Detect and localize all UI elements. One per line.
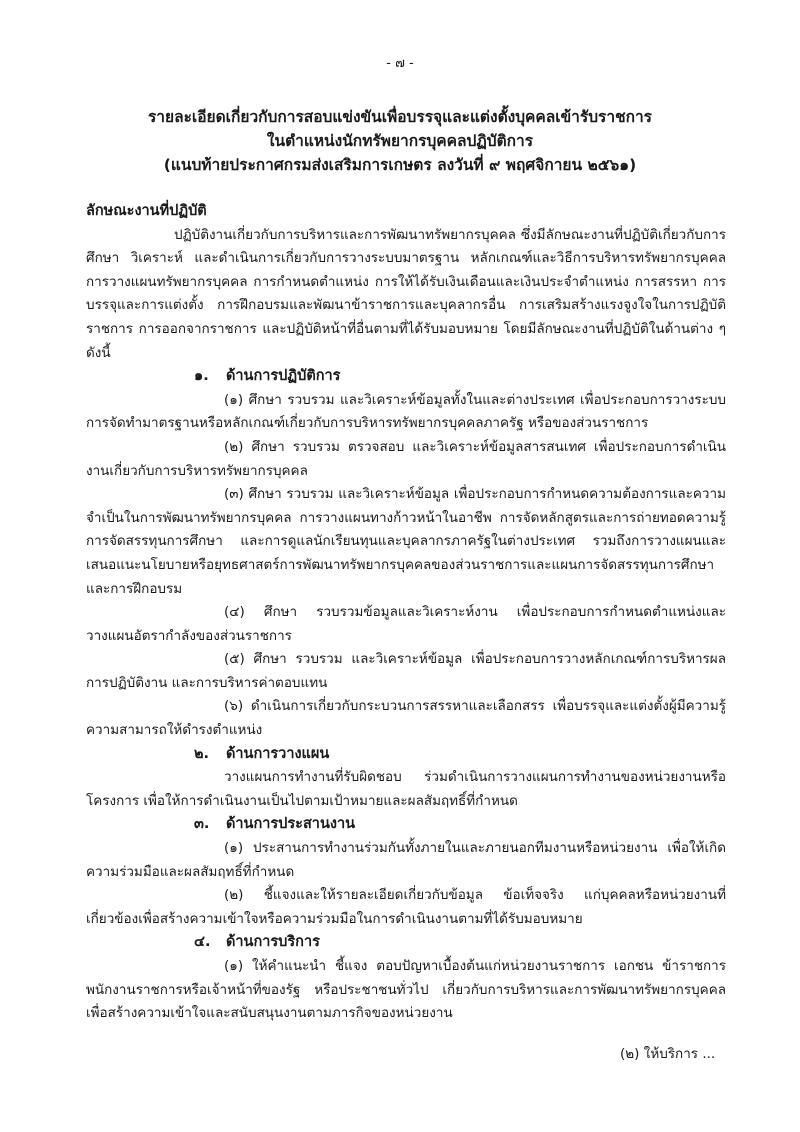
area-heading: [86, 813, 726, 837]
continuation-marker: (๒) ให้บริการ ...: [620, 1046, 716, 1062]
area-number: ๑.: [194, 368, 209, 385]
list-item: (๑) ประสานการทำงานร่วมกันทั้งภายในและภายนอกทีมงานหรือหน่วยงาน เพื่อให้เกิดความร่วมมือและผลสัมฤทธิ์ที่กำหนด: [86, 840, 726, 880]
area-heading: [86, 931, 726, 955]
section-heading: ลักษณะงานที่ปฏิบัติ: [86, 203, 207, 219]
area-planning: [86, 743, 726, 814]
list-item: (๑) ให้คำแนะนำ ชี้แจง ตอบปัญหาเบื้องต้นแก่หน่วยงานราชการ เอกชน ข้าราชการพนักงานราชการหรือเจ้าหน้าที่ของรัฐ หรือประชาชนทั่วไป เกี่ยวกับการบริหารและการพัฒนาทรัพยากรบุคคลเพื่อสร้างความเข้าใจและสนับสนุนงานตามภารกิจของหน่วยงาน: [86, 958, 726, 1022]
area-number: ๒.: [194, 745, 210, 762]
intro-paragraph: ปฏิบัติงานเกี่ยวกับการบริหารและการพัฒนาทรัพยากรบุคคล ซึ่งมีลักษณะงานที่ปฏิบัติเกี่ยวกับการศึกษา วิเคราะห์ และดำเนินการเกี่ยวกับการวางระบบมาตรฐาน หลักเกณฑ์และวิธีการบริหารทรัพยากรบุคคล การวางแผนทรัพยากรบุคคล การกำหนดตำแหน่ง การให้ได้รับเงินเดือนและเงินประจำตำแหน่ง การสรรหา การบรรจุและการแต่งตั้ง การฝึกอบรมและพัฒนาข้าราชการและบุคลากรอื่น การเสริมสร้างแรงจูงใจในการปฏิบัติราชการ การออกจากราชการ และปฏิบัติหน้าที่อื่นตามที่ได้รับมอบหมาย โดยมีลักษณะงานที่ปฏิบัติในด้านต่าง ๆ ดังนี้: [86, 226, 726, 361]
list-item: (๖) ดำเนินการเกี่ยวกับกระบวนการสรรหาและเลือกสรร เพื่อบรรจุและแต่งตั้งผู้มีความรู้ความสามารถให้ดำรงตำแหน่ง: [86, 698, 726, 739]
area-title: ด้านการบริการ: [226, 934, 320, 951]
area-number: ๔.: [194, 934, 211, 951]
list-item: (๓) ศึกษา รวบรวม และวิเคราะห์ข้อมูล เพื่อประกอบการกำหนดความต้องการและความจำเป็นในการพัฒนาทรัพยากรบุคคล การวางแผนทางก้าวหน้าในอาชีพ การจัดหลักสูตรและการถ่ายทอดความรู้ การจัดสรรทุนการศึกษา และการดูแลนักเรียนทุนและบุคลากรภาครัฐในต่างประเทศ รวมถึงการวางแผนและเสนอแนะนโยบายหรือยุทธศาสตร์การพัฒนาทรัพยากรบุคคลของส่วนราชการและแผนการจัดสรรทุนการศึกษาและการฝึกอบรม: [86, 486, 726, 597]
page-number: - ๗ -: [386, 56, 414, 71]
title-line-2: ในตำแหน่งนักทรัพยากรบุคคลปฏิบัติการ: [266, 132, 534, 150]
document-body: [86, 200, 726, 1026]
area-service: [86, 931, 726, 1025]
area-title: ด้านการวางแผน: [226, 745, 330, 762]
title-line-1: รายละเอียดเกี่ยวกับการสอบแข่งขันเพื่อบรรจุและแต่งตั้งบุคคลเข้ารับราชการ: [147, 108, 652, 126]
area-heading: [86, 743, 726, 767]
list-item: (๒) ศึกษา รวบรวม ตรวจสอบ และวิเคราะห์ข้อมูลสารสนเทศ เพื่อประกอบการดำเนินงานเกี่ยวกับการบริหารทรัพยากรบุคคล: [86, 438, 726, 479]
list-item: (๕) ศึกษา รวบรวม และวิเคราะห์ข้อมูล เพื่อประกอบการวางหลักเกณฑ์การบริหารผลการปฏิบัติงาน และการบริหารค่าตอบแทน: [86, 651, 726, 691]
area-coordination: [86, 813, 726, 931]
area-operations: [86, 365, 726, 743]
area-number: ๓.: [194, 816, 210, 833]
list-item: วางแผนการทำงานที่รับผิดชอบ ร่วมดำเนินการวางแผนการทำงานของหน่วยงานหรือโครงการ เพื่อให้การดำเนินงานเป็นไปตามเป้าหมายและผลสัมฤทธิ์ที่กำหนด: [86, 769, 726, 809]
list-item: (๒) ชี้แจงและให้รายละเอียดเกี่ยวกับข้อมูล ข้อเท็จจริง แก่บุคคลหรือหน่วยงานที่เกี่ยวข้องเพื่อสร้างความเข้าใจหรือความร่วมมือในการดำเนินงานตามที่ได้รับมอบหมาย: [86, 887, 726, 927]
area-heading: [86, 365, 726, 389]
list-item: (๔) ศึกษา รวบรวมข้อมูลและวิเคราะห์งาน เพื่อประกอบการกำหนดตำแหน่งและวางแผนอัตรากำลังของส่วนราชการ: [86, 604, 726, 644]
area-title: ด้านการประสานงาน: [226, 816, 355, 833]
area-title: ด้านการปฏิบัติการ: [226, 368, 341, 385]
title-line-3: (แนบท้ายประกาศกรมส่งเสริมการเกษตร ลงวันที่ ๙ พฤศจิกายน ๒๕๖๑): [163, 156, 637, 174]
list-item: (๑) ศึกษา รวบรวม และวิเคราะห์ข้อมูลทั้งในและต่างประเทศ เพื่อประกอบการวางระบบการจัดทำมาตรฐานหรือหลักเกณฑ์เกี่ยวกับการบริหารทรัพยากรบุคคลภาครัฐ หรือของส่วนราชการ: [86, 391, 726, 432]
document-title: [0, 105, 800, 177]
